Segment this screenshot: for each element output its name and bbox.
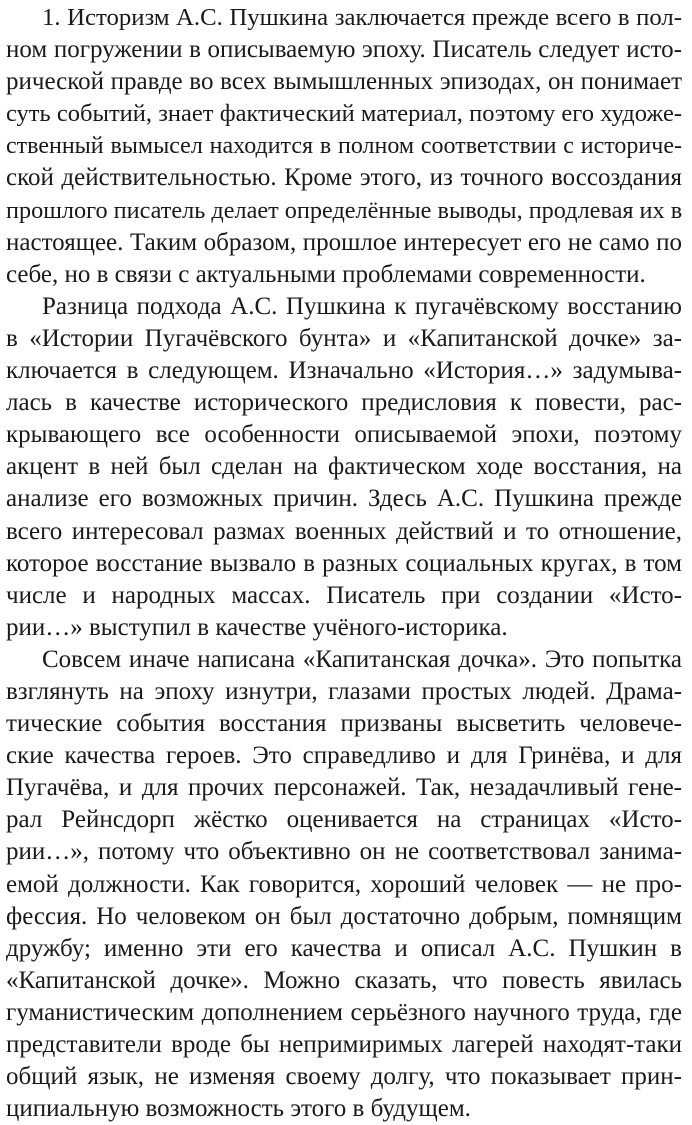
- text-line: Пугачёва, и для прочих персонажей. Так, незадачливый гене-: [6, 774, 682, 802]
- text-line: которое восстание вызвало в разных социальных кругах, в том: [6, 549, 682, 577]
- text-line: ственный вымысел находится в полном соответствии с историче-: [6, 133, 682, 160]
- text-line: ской действительностью. Кроме этого, из точного воссоздания: [6, 164, 682, 192]
- text-line: крывающего все особенности описываемой эпохи, поэтому: [6, 421, 682, 449]
- text-line: рии…», потому что объективно он не соответствовал занима-: [6, 838, 682, 866]
- text-line: дружбу; именно эти его качества и описал А.С. Пушкин в: [6, 934, 682, 962]
- text-line: Разница подхода А.С. Пушкина к пугачёвскому восстанию: [42, 292, 682, 320]
- text-line: суть событий, знает фактический материал, поэтому его художе-: [6, 100, 682, 128]
- text-line: тические события восстания призваны высветить человече-: [6, 710, 682, 738]
- text-line: гуманистическим дополнением серьёзного научного труда, где: [6, 998, 682, 1026]
- text-line: 1. Историзм А.С. Пушкина заключается прежде всего в пол-: [42, 4, 682, 31]
- text-line: прошлого писатель делает определённые выводы, продлевая их в: [6, 196, 682, 224]
- text-line: фессия. Но человеком он был достаточно добрым, помнящим: [6, 902, 682, 930]
- paragraph-1: [6, 2, 682, 291]
- paragraph-3: [6, 644, 682, 1125]
- text-line: в «Истории Пугачёвского бунта» и «Капитанской дочке» за-: [6, 324, 682, 352]
- text-line: рии…» выступил в качестве учёного-историка.: [6, 613, 508, 641]
- text-line: Совсем иначе написана «Капитанская дочка». Это попытка: [42, 645, 682, 673]
- text-line: настоящее. Таким образом, прошлое интересует его не само по: [6, 228, 682, 256]
- text-line: емой должности. Как говорится, хороший человек — не про-: [6, 870, 682, 898]
- text-line: взглянуть на эпоху изнутри, глазами простых людей. Драма-: [6, 677, 682, 705]
- paragraph-2: [6, 291, 682, 644]
- text-line: акцент в ней был сделан на фактическом ходе восстания, на: [6, 453, 682, 481]
- text-line: числе и народных массах. Писатель при создании «Исто-: [6, 581, 682, 609]
- text-line: лась в качестве исторического предисловия к повести, рас-: [6, 389, 682, 417]
- text-line: анализе его возможных причин. Здесь А.С. Пушкина прежде: [6, 485, 682, 513]
- text-line: ном погружении в описываемую эпоху. Писатель следует исто-: [6, 36, 682, 64]
- text-line: ские качества героев. Это справедливо и для Гринёва, и для: [6, 742, 682, 770]
- text-line: всего интересовал размах военных действий и то отношение,: [6, 517, 682, 545]
- text-line: ключается в следующем. Изначально «История…» задумыва-: [6, 357, 682, 385]
- text-line: ципиальную возможность этого в будущем.: [6, 1095, 471, 1123]
- text-line: «Капитанской дочке». Можно сказать, что повесть явилась: [6, 966, 682, 994]
- text-line: рал Рейнсдорп жёстко оценивается на страницах «Исто-: [6, 806, 682, 834]
- text-line: рической правде во всех вымышленных эпизодах, он понимает: [6, 68, 682, 96]
- text-line: себе, но в связи с актуальными проблемами современности.: [6, 260, 646, 288]
- text-line: представители вроде бы непримиримых лагерей находят-таки: [6, 1031, 682, 1058]
- text-line: общий язык, не изменяя своему долгу, что показывает прин-: [6, 1063, 682, 1091]
